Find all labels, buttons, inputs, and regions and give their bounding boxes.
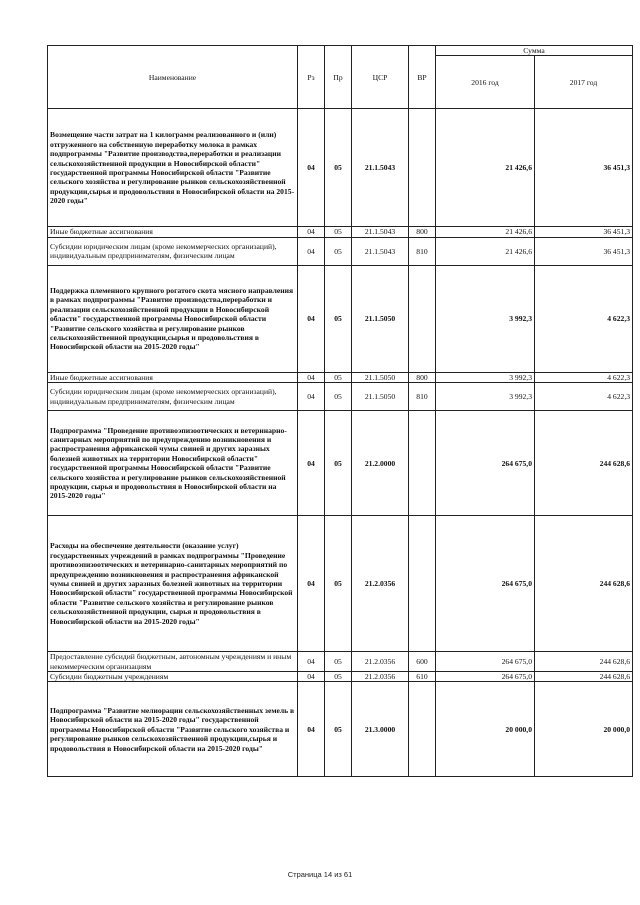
cell-csr: 21.1.5050 [352,265,409,372]
cell-rz: 04 [298,411,325,516]
cell-name: Возмещение части затрат на 1 килограмм реализованного и (или) отгруженного на собственную переработку молока в рамках подпрограммы "Развитие производства,переработки и реализации сельскохозяйственной продукции в Новосибирской области" государственной программы Новосибирской области "Развитие сельского хозяйства и регулирование рынков сельскохозяйственной продукции,сырья и продовольствия в Новосибирской области на 2015-2020 годы" [48,109,298,227]
cell-vr: 800 [409,372,436,382]
cell-pr: 05 [325,109,352,227]
cell-vr: 800 [409,227,436,237]
cell-vr: 600 [409,652,436,672]
cell-2017: 36 451,3 [535,227,633,237]
cell-name: Субсидии юридическим лицам (кроме некоммерческих организаций), индивидуальным предпринимателям, физическим лицам [48,237,298,265]
cell-rz: 04 [298,227,325,237]
cell-pr: 05 [325,652,352,672]
cell-csr: 21.3.0000 [352,682,409,777]
cell-2016: 21 426,6 [436,237,535,265]
cell-csr: 21.1.5050 [352,383,409,411]
cell-2017: 20 000,0 [535,682,633,777]
cell-2016: 264 675,0 [436,672,535,682]
cell-2016: 20 000,0 [436,682,535,777]
cell-2017: 244 628,6 [535,516,633,652]
cell-2016: 3 992,3 [436,372,535,382]
cell-rz: 04 [298,383,325,411]
table-row [48,109,633,227]
cell-2017: 4 622,3 [535,265,633,372]
cell-2017: 4 622,3 [535,383,633,411]
cell-pr: 05 [325,672,352,682]
cell-csr: 21.1.5043 [352,109,409,227]
cell-2016: 21 426,6 [436,227,535,237]
cell-rz: 04 [298,265,325,372]
cell-csr: 21.2.0356 [352,672,409,682]
table-row [48,265,633,372]
cell-name: Подпрограмма "Развитие мелиорации сельскохозяйственных земель в Новосибирской области на 2015-2020 годы" государственной программы Новосибирской области "Развитие сельского хозяйства и регулирование рынков сельскохозяйственной продукции,сырья и продовольствия в Новосибирской области на 2015-2020 годы" [48,682,298,777]
cell-name: Подпрограмма "Проведение противоэпизоотических и ветеринарно-санитарных мероприятий по предупреждению возникновения и распространения африканской чумы свиней и других заразных болезней животных на территории Новосибирской области" государственной программы Новосибирской области "Развитие сельского хозяйства и регулирование рынков сельскохозяйственной продукции, сырья и продовольствия в Новосибирской области на 2015-2020 годы" [48,411,298,516]
cell-2016: 264 675,0 [436,652,535,672]
cell-pr: 05 [325,383,352,411]
table-row [48,227,633,237]
table-row [48,672,633,682]
col-header-rz: Рз [298,46,325,109]
col-header-sum: Сумма [436,46,633,56]
table-row [48,516,633,652]
cell-csr: 21.1.5043 [352,237,409,265]
col-header-csr: ЦСР [352,46,409,109]
cell-csr: 21.2.0356 [352,516,409,652]
table-row [48,682,633,777]
cell-vr [409,265,436,372]
cell-vr: 810 [409,237,436,265]
cell-pr: 05 [325,265,352,372]
cell-csr: 21.2.0000 [352,411,409,516]
col-header-name: Наименование [48,46,298,109]
cell-name: Расходы на обеспечение деятельности (оказание услуг) государственных учреждений в рамках подпрограммы "Проведение противоэпизоотических и ветеринарно-санитарных мероприятий по предупреждению возникновения и распространения африканской чумы свиней и других заразных болезней животных на территории Новосибирской области" государственной программы Новосибирской области "Развитие сельского хозяйства и регулирование рынков сельскохозяйственной продукции, сырья и продовольствия в Новосибирской области на 2015-2020 годы" [48,516,298,652]
cell-csr: 21.1.5050 [352,372,409,382]
table-row [48,411,633,516]
table-row [48,237,633,265]
cell-2017: 244 628,6 [535,411,633,516]
cell-2016: 21 426,6 [436,109,535,227]
cell-pr: 05 [325,411,352,516]
col-header-2016: 2016 год [436,56,535,109]
table-row [48,383,633,411]
cell-name: Субсидии бюджетным учреждениям [48,672,298,682]
cell-vr: 610 [409,672,436,682]
cell-name: Поддержка племенного крупного рогатого скота мясного направления в рамках подпрограммы "Развитие производства,переработки и реализации сельскохозяйственной продукции в Новосибирской области" государственной программы Новосибирской области "Развитие сельского хозяйства и регулирование рынков сельскохозяйственной продукции,сырья и продовольствия в Новосибирской области на 2015-2020 годы" [48,265,298,372]
cell-2016: 3 992,3 [436,265,535,372]
cell-2016: 264 675,0 [436,516,535,652]
table-row [48,372,633,382]
cell-rz: 04 [298,109,325,227]
cell-rz: 04 [298,372,325,382]
col-header-vr: ВР [409,46,436,109]
cell-2016: 3 992,3 [436,383,535,411]
cell-rz: 04 [298,516,325,652]
cell-rz: 04 [298,672,325,682]
cell-rz: 04 [298,682,325,777]
col-header-pr: Пр [325,46,352,109]
cell-vr [409,682,436,777]
cell-csr: 21.2.0356 [352,652,409,672]
cell-vr [409,411,436,516]
cell-vr [409,109,436,227]
budget-table [47,45,633,777]
cell-pr: 05 [325,516,352,652]
cell-2017: 36 451,3 [535,109,633,227]
cell-vr: 810 [409,383,436,411]
cell-rz: 04 [298,237,325,265]
cell-csr: 21.1.5043 [352,227,409,237]
cell-pr: 05 [325,227,352,237]
cell-2017: 244 628,6 [535,672,633,682]
cell-2017: 36 451,3 [535,237,633,265]
cell-2017: 244 628,6 [535,652,633,672]
col-header-2017: 2017 год [535,56,633,109]
page-footer: Страница 14 из 61 [287,870,353,879]
cell-name: Субсидии юридическим лицам (кроме некоммерческих организаций), индивидуальным предпринимателям, физическим лицам [48,383,298,411]
cell-2016: 264 675,0 [436,411,535,516]
cell-pr: 05 [325,237,352,265]
cell-pr: 05 [325,682,352,777]
cell-vr [409,516,436,652]
cell-2017: 4 622,3 [535,372,633,382]
table-body [48,109,633,777]
cell-name: Предоставление субсидий бюджетным, автономным учреждениям и иным некоммерческим организациям [48,652,298,672]
cell-rz: 04 [298,652,325,672]
cell-pr: 05 [325,372,352,382]
table-row [48,652,633,672]
cell-name: Иные бюджетные ассигнования [48,227,298,237]
cell-name: Иные бюджетные ассигнования [48,372,298,382]
